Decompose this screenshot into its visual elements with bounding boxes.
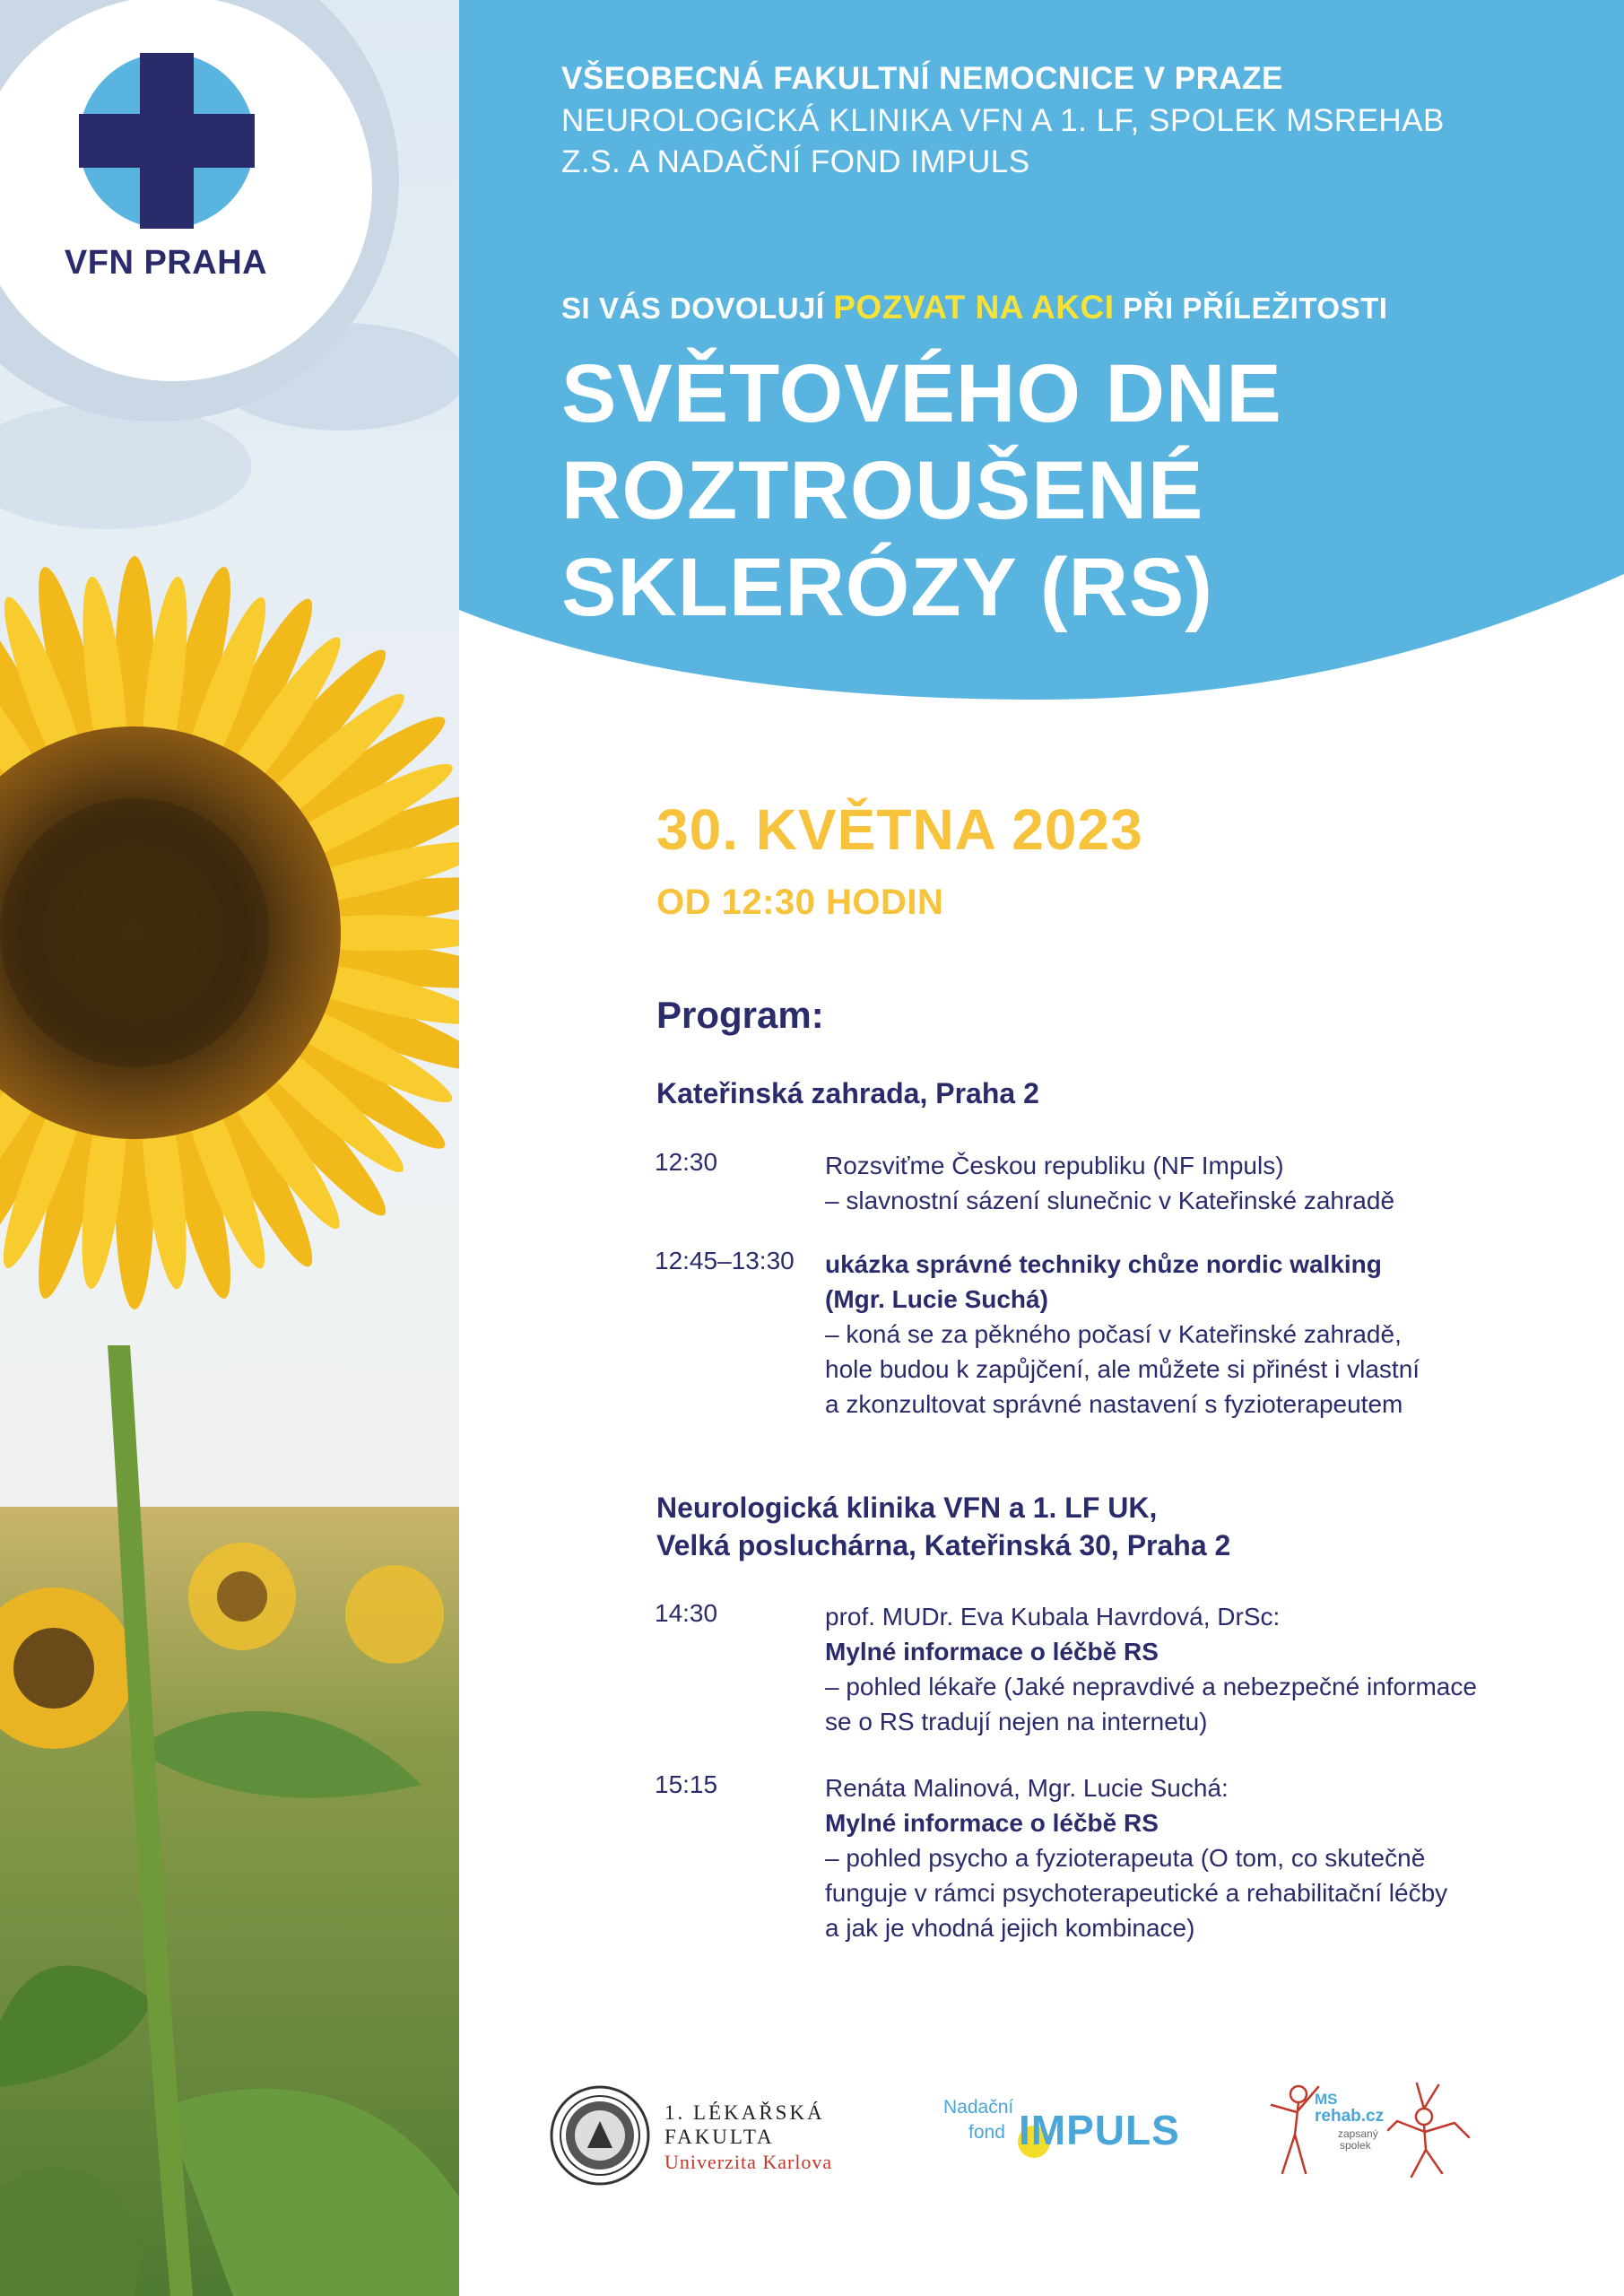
invite-text-before: SI VÁS DOVOLUJÍ bbox=[561, 291, 834, 325]
title-line-2: ROZTROUŠENÉ bbox=[561, 445, 1204, 536]
ms-label-3: zapsaný bbox=[1338, 2127, 1378, 2140]
invite-highlight: POZVAT NA AKCI bbox=[833, 289, 1115, 326]
item-description bbox=[825, 1148, 1569, 1218]
item-note-line: – pohled psycho a fyzioterapeuta (O tom, co skutečně bbox=[825, 1844, 1426, 1872]
item-note-line: – koná se za pěkného počasí v Kateřinské zahradě, bbox=[825, 1320, 1402, 1348]
event-title bbox=[561, 345, 1548, 636]
item-time: 12:45–13:30 bbox=[655, 1247, 795, 1274]
item-title-line: Mylné informace o léčbě RS bbox=[825, 1638, 1159, 1665]
lf-line-3: Univerzita Karlova bbox=[664, 2151, 833, 2173]
lf-uk-logo bbox=[550, 2085, 998, 2193]
university-seal-icon bbox=[550, 2085, 650, 2186]
program-heading: Program: bbox=[656, 994, 824, 1036]
venue-2-line-2: Velká posluchárna, Kateřinská 30, Praha 2 bbox=[656, 1529, 1231, 1561]
venue-1: Kateřinská zahrada, Praha 2 bbox=[656, 1077, 1039, 1109]
item-note-line: hole budou k zapůjčení, ale můžete si přinést i vlastní bbox=[825, 1355, 1420, 1383]
logo-name: VFN PRAHA bbox=[64, 244, 268, 282]
lf-line-2: FAKULTA bbox=[664, 2126, 775, 2148]
organizer-line-3: Z.S. A NADAČNÍ FOND IMPULS bbox=[561, 144, 1030, 179]
item-title-line: prof. MUDr. Eva Kubala Havrdová, DrSc: bbox=[825, 1603, 1281, 1631]
organizer-lines bbox=[561, 100, 1503, 183]
organizer-line-2: NEUROLOGICKÁ KLINIKA VFN A 1. LF, SPOLEK MSREHAB bbox=[561, 103, 1445, 138]
impuls-wordmark: IMPULS bbox=[1019, 2107, 1180, 2153]
item-note-line: a zkonzultovat správné nastavení s fyzioterapeutem bbox=[825, 1390, 1403, 1418]
item-title-line: (Mgr. Lucie Suchá) bbox=[825, 1285, 1048, 1313]
item-note-line: – slavnostní sázení slunečnic v Kateřinské zahradě bbox=[825, 1187, 1395, 1214]
impuls-label-1: Nadační bbox=[943, 2097, 1014, 2118]
item-title-line: Renáta Malinová, Mgr. Lucie Suchá: bbox=[825, 1774, 1229, 1802]
vfn-cross-logo-icon bbox=[77, 51, 256, 230]
item-note-line: – pohled lékaře (Jaké nepravdivé a nebezpečné informace bbox=[825, 1673, 1477, 1700]
event-time: OD 12:30 HODIN bbox=[656, 883, 944, 922]
title-line-1: SVĚTOVÉHO DNE bbox=[561, 348, 1282, 439]
item-note-line: se o RS tradují nejen na internetu) bbox=[825, 1708, 1208, 1735]
venue-2-line-1: Neurologická klinika VFN a 1. LF UK, bbox=[656, 1492, 1158, 1524]
item-time: 14:30 bbox=[655, 1599, 718, 1627]
item-time: 12:30 bbox=[655, 1148, 718, 1176]
title-line-3: SKLERÓZY (RS) bbox=[561, 542, 1213, 633]
item-description bbox=[825, 1247, 1569, 1422]
item-description bbox=[825, 1770, 1569, 1945]
item-description bbox=[825, 1599, 1569, 1739]
event-date: 30. KVĚTNA 2023 bbox=[656, 797, 1143, 862]
organizer-line-1: VŠEOBECNÁ FAKULTNÍ NEMOCNICE V PRAZE bbox=[561, 61, 1283, 96]
item-note-line: a jak je vhodná jejich kombinace) bbox=[825, 1914, 1195, 1942]
item-title-line: Rozsviťme Českou republiku (NF Impuls) bbox=[825, 1152, 1284, 1179]
venue-2 bbox=[656, 1489, 1230, 1564]
msrehab-logo bbox=[1263, 2067, 1487, 2193]
item-title-line: Mylné informace o léčbě RS bbox=[825, 1809, 1159, 1837]
invitation-line bbox=[561, 289, 1387, 326]
item-note-line: funguje v rámci psychoterapeutické a rehabilitační léčby bbox=[825, 1879, 1448, 1907]
invite-text-after: PŘI PŘÍLEŽITOSTI bbox=[1114, 291, 1388, 325]
lf-line-1: 1. LÉKAŘSKÁ bbox=[664, 2101, 825, 2124]
ms-label-1: MS bbox=[1315, 2091, 1338, 2108]
ms-label-2: rehab.cz bbox=[1315, 2107, 1385, 2126]
item-title-line: ukázka správné techniky chůze nordic walking bbox=[825, 1250, 1382, 1278]
ms-label-4: spolek bbox=[1340, 2139, 1371, 2152]
impuls-label-2: fond bbox=[968, 2122, 1005, 2143]
item-time: 15:15 bbox=[655, 1770, 718, 1798]
impuls-logo bbox=[942, 2090, 1180, 2179]
